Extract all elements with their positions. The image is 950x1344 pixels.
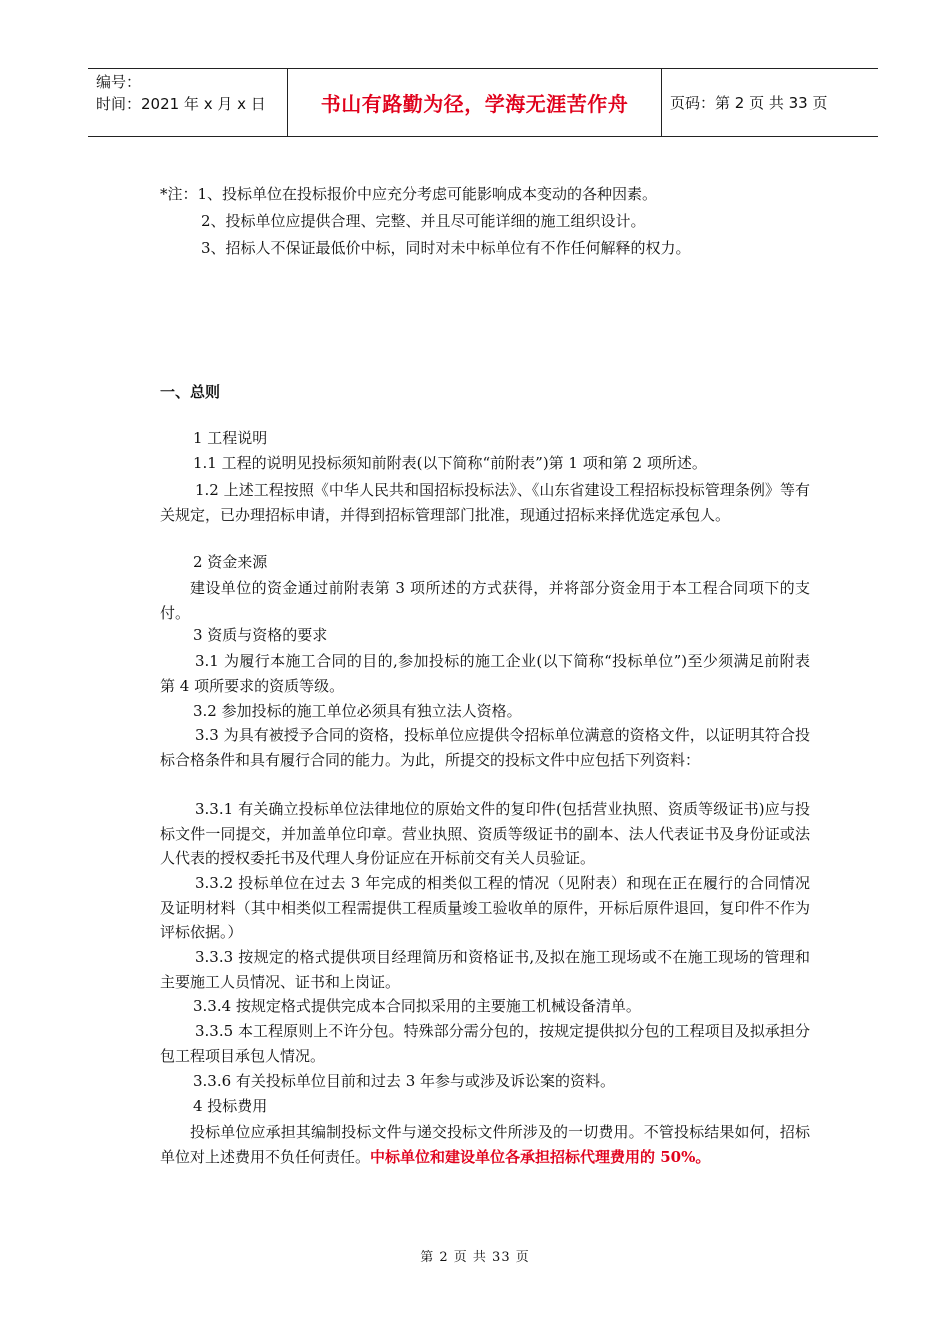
item-4-text xyxy=(160,1120,810,1169)
item-2-text: 建设单位的资金通过前附表第 3 项所述的方式获得，并将部分资金用于本工程合同项下的支付。 xyxy=(160,579,810,622)
item-3-3-6: 3.3.6 有关投标单位目前和过去 3 年参与或涉及诉讼案的资料。 xyxy=(193,1072,616,1090)
note-3: 3、招标人不保证最低价中标，同时对未中标单位有不作任何解释的权力。 xyxy=(201,239,691,257)
document-date: 时间：2021 年 x 月 x 日 xyxy=(96,95,266,113)
item-3-2: 3.2 参加投标的施工单位必须具有独立法人资格。 xyxy=(193,702,522,720)
item-3-3-4: 3.3.4 按规定格式提供完成本合同拟采用的主要施工机械设备清单。 xyxy=(193,997,641,1015)
item-3-3-3: 3.3.3 按规定的格式提供项目经理简历和资格证书,及拟在施工现场或不在施工现场的管理和主要施工人员情况、证书和上岗证。 xyxy=(160,948,810,991)
header-motto-cell xyxy=(288,69,662,136)
note-2: 2、投标单位应提供合理、完整、并且尽可能详细的施工组织设计。 xyxy=(201,212,646,230)
item-4-title: 4 投标费用 xyxy=(193,1097,268,1115)
item-3-3-1: 3.3.1 有关确立投标单位法律地位的原始文件的复印件(包括营业执照、资质等级证书)应与投标文件一同提交，并加盖单位印章。营业执照、资质等级证书的副本、法人代表证书及身份证或法人代表的授权委托书及代理人身份证应在开标前交有关人员验证。 xyxy=(160,800,810,867)
item-4-highlight: 中标单位和建设单位各承担招标代理费用的 50%。 xyxy=(370,1147,711,1166)
section-title: 一、总则 xyxy=(160,383,221,401)
note-1: *注：1、投标单位在投标报价中应充分考虑可能影响成本变动的各种因素。 xyxy=(160,185,658,203)
item-1-1: 1.1 工程的说明见投标须知前附表(以下简称“前附表”)第 1 项和第 2 项所述。 xyxy=(193,454,707,472)
page-header xyxy=(88,68,878,137)
page-footer: 第 2 页 共 33 页 xyxy=(420,1250,530,1265)
item-2-title: 2 资金来源 xyxy=(193,553,268,571)
item-3-3-5: 3.3.5 本工程原则上不许分包。特殊部分需分包的，按规定提供拟分包的工程项目及拟承担分包工程项目承包人情况。 xyxy=(160,1022,810,1065)
header-meta xyxy=(88,69,288,136)
item-3-3-2: 3.3.2 投标单位在过去 3 年完成的相类似工程的情况（见附表）和现在正在履行的合同情况及证明材料（其中相类似工程需提供工程质量竣工验收单的原件，开标后原件退回，复印件不作为评标依据。） xyxy=(160,874,810,941)
item-3-title: 3 资质与资格的要求 xyxy=(193,626,328,644)
item-1-2: 1.2 上述工程按照《中华人民共和国招标投标法》、《山东省建设工程招标投标管理条例》等有关规定，已办理招标申请，并得到招标管理部门批准，现通过招标来择优选定承包人。 xyxy=(160,481,810,524)
item-4-body: 投标单位应承担其编制投标文件与递交投标文件所涉及的一切费用。不管投标结果如何，招标单位对上述费用不负任何责任。 xyxy=(160,1123,810,1166)
header-page-info: 页码：第 2 页 共 33 页 xyxy=(670,94,828,112)
item-3-1: 3.1 为履行本施工合同的目的,参加投标的施工企业(以下简称“投标单位”)至少须满足前附表第 4 项所要求的资质等级。 xyxy=(160,652,810,695)
header-motto: 书山有路勤为径，学海无涯苦作舟 xyxy=(320,92,629,116)
item-1-title: 1 工程说明 xyxy=(193,429,268,447)
item-3-3: 3.3 为具有被授予合同的资格，投标单位应提供令招标单位满意的资格文件，以证明其符合投标合格条件和具有履行合同的能力。为此，所提交的投标文件中应包括下列资料： xyxy=(160,726,810,769)
document-number-label: 编号： xyxy=(96,73,142,91)
